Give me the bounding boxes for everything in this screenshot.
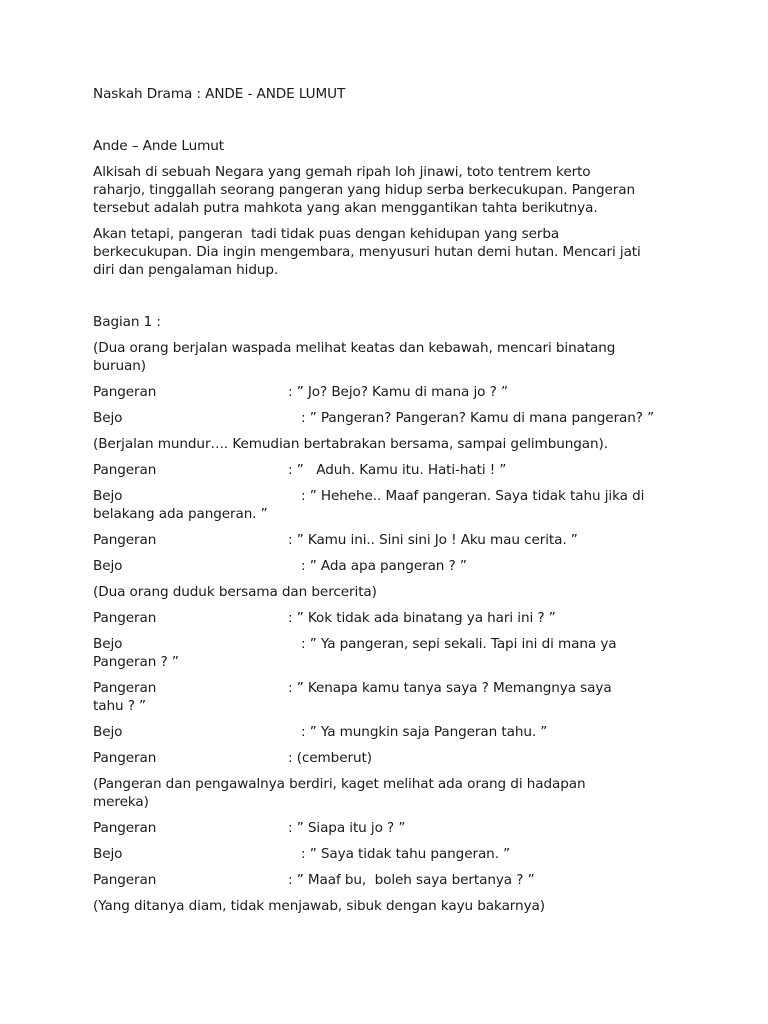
dialog-line [93, 819, 683, 837]
dialog-text: : ” Kenapa kamu tanya saya ? Memangnya saya tahu ? ” [93, 680, 612, 714]
speaker-name: Bejo [93, 410, 123, 426]
speaker-name: Bejo [93, 846, 123, 862]
dialog-line [93, 635, 683, 671]
stage-direction: (Pangeran dan pengawalnya berdiri, kaget melihat ada orang di hadapan mereka) [93, 776, 586, 810]
stage-direction: (Dua orang berjalan waspada melihat keatas dan kebawah, mencari binatang buruan) [93, 340, 616, 374]
dialog-text: : (cemberut) [288, 750, 372, 766]
dialog-line [93, 409, 683, 427]
dialog-line [93, 609, 683, 627]
dialog-text: : ” Saya tidak tahu pangeran. ” [301, 846, 511, 862]
dialog-line [93, 531, 683, 549]
speaker-name: Pangeran [93, 680, 157, 696]
dialog-text: : ” Kok tidak ada binatang ya hari ini ? ” [288, 610, 556, 626]
stage-direction: (Berjalan mundur…. Kemudian bertabrakan bersama, sampai gelimbungan). [93, 436, 608, 452]
speaker-name: Pangeran [93, 750, 157, 766]
dialog-text: : ” Maaf bu, boleh saya bertanya ? ” [288, 872, 535, 888]
speaker-name: Pangeran [93, 872, 157, 888]
speaker-name: Pangeran [93, 462, 157, 478]
speaker-name: Pangeran [93, 532, 157, 548]
dialog-line [93, 871, 683, 889]
speaker-name: Bejo [93, 558, 123, 574]
section-heading: Bagian 1 : [93, 314, 161, 330]
dialog-text: : ” Pangeran? Pangeran? Kamu di mana pangeran? ” [301, 410, 655, 426]
dialog-line [93, 461, 683, 479]
speaker-name: Pangeran [93, 610, 157, 626]
dialog-text: : ” Kamu ini.. Sini sini Jo ! Aku mau cerita. ” [288, 532, 578, 548]
dialog-text: : ” Jo? Bejo? Kamu di mana jo ? ” [288, 384, 508, 400]
dialog-line [93, 679, 683, 715]
speaker-name: Pangeran [93, 820, 157, 836]
intro-paragraph: Akan tetapi, pangeran tadi tidak puas dengan kehidupan yang serba berkecukupan. Dia ingin mengembara, menyusuri hutan demi hutan. Mencari jati diri dan pengalaman hidup. [93, 226, 641, 278]
dialog-text: : ” Ya pangeran, sepi sekali. Tapi ini di mana ya Pangeran ? ” [93, 636, 617, 670]
dialog-text: : ” Ada apa pangeran ? ” [301, 558, 467, 574]
dialog-text: : ” Ya mungkin saja Pangeran tahu. ” [301, 724, 548, 740]
document-title: Naskah Drama : ANDE - ANDE LUMUT [93, 86, 346, 102]
stage-direction: (Dua orang duduk bersama dan bercerita) [93, 584, 377, 600]
dialog-line [93, 723, 683, 741]
dialog-line [93, 845, 683, 863]
speaker-name: Pangeran [93, 384, 157, 400]
intro-paragraph: Alkisah di sebuah Negara yang gemah ripah loh jinawi, toto tentrem kerto raharjo, tinggallah seorang pangeran yang hidup serba berkecukupan. Pangeran tersebut adalah putra mahkota yang akan menggantikan tahta berikutnya. [93, 164, 635, 216]
dialog-line [93, 487, 683, 523]
dialog-text: : ” Hehehe.. Maaf pangeran. Saya tidak tahu jika di belakang ada pangeran. ” [93, 488, 645, 522]
script-lines [93, 339, 683, 915]
dialog-line [93, 383, 683, 401]
dialog-line [93, 557, 683, 575]
stage-direction: (Yang ditanya diam, tidak menjawab, sibuk dengan kayu bakarnya) [93, 898, 545, 914]
dialog-line [93, 749, 683, 767]
speaker-name: Bejo [93, 724, 123, 740]
document-body [93, 85, 683, 923]
story-title: Ande – Ande Lumut [93, 138, 225, 154]
dialog-text: : ” Siapa itu jo ? ” [288, 820, 406, 836]
speaker-name: Bejo [93, 488, 123, 504]
dialog-text: : ” Aduh. Kamu itu. Hati-hati ! ” [288, 462, 507, 478]
speaker-name: Bejo [93, 636, 123, 652]
